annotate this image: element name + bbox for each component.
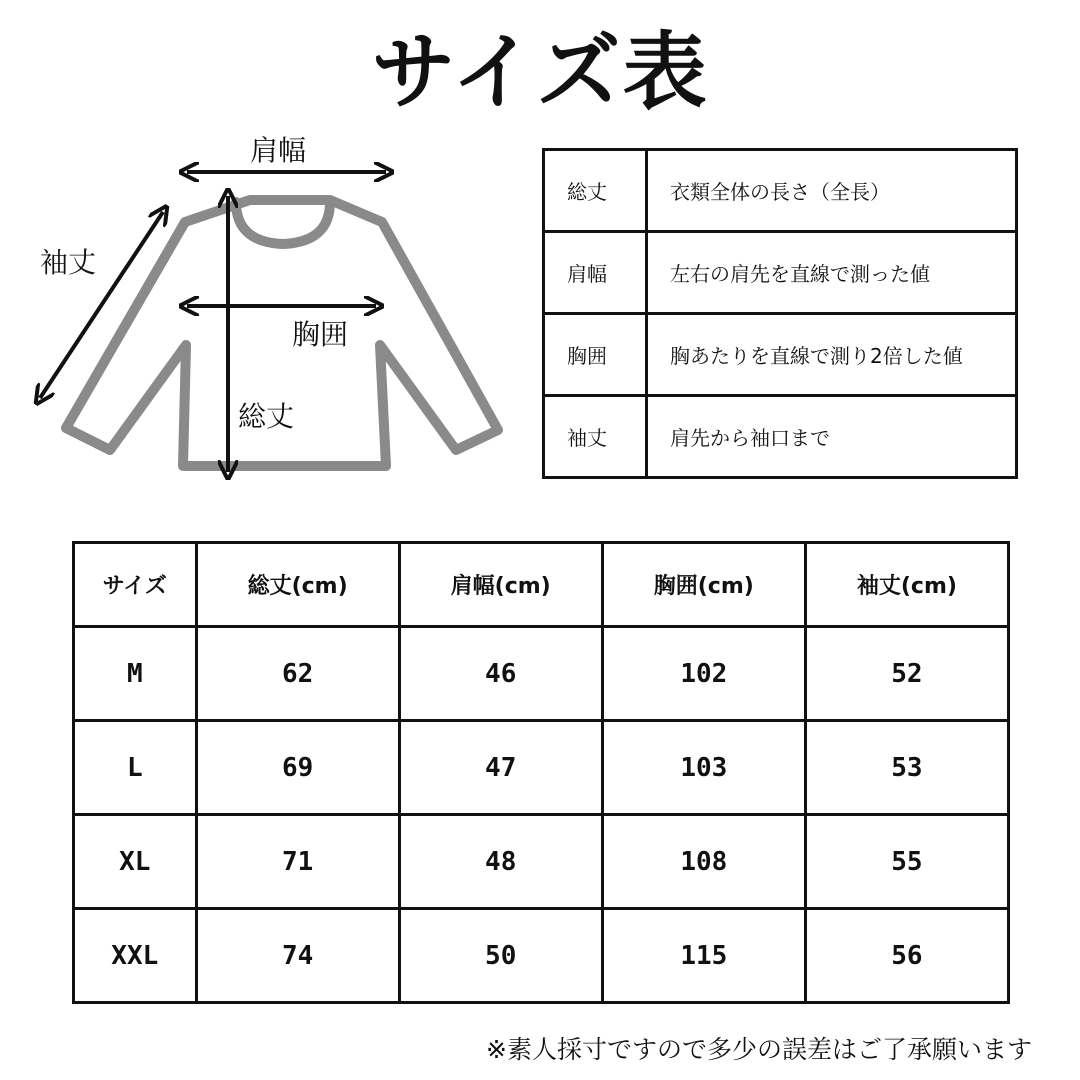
cell-length: 69 [196,721,399,815]
definitions-table [542,148,1018,479]
cell-shoulder: 50 [399,909,602,1003]
table-header-row [74,543,1009,627]
definition-desc: 胸あたりを直線で測り2倍した値 [647,314,1017,396]
length-label: 総丈 [238,400,295,433]
definition-term: 肩幅 [544,232,647,314]
cell-chest: 108 [602,815,805,909]
table-row [74,627,1009,721]
garment-diagram [0,120,540,500]
cell-length: 62 [196,627,399,721]
shoulder-label: 肩幅 [250,134,307,167]
table-row [74,909,1009,1003]
header-sleeve: 袖丈(cm) [805,543,1008,627]
cell-sleeve: 53 [805,721,1008,815]
cell-sleeve: 56 [805,909,1008,1003]
chest-label: 胸囲 [292,318,349,351]
definition-term: 胸囲 [544,314,647,396]
table-row [74,721,1009,815]
header-shoulder: 肩幅(cm) [399,543,602,627]
page-title: サイズ表 [371,23,709,121]
cell-shoulder: 47 [399,721,602,815]
header-length: 総丈(cm) [196,543,399,627]
header-chest: 胸囲(cm) [602,543,805,627]
definition-desc: 衣類全体の長さ（全長） [647,150,1017,232]
cell-length: 71 [196,815,399,909]
measurement-note: ※素人採寸ですので多少の誤差はご了承願います [486,1035,1032,1064]
cell-size: M [74,627,197,721]
cell-size: XL [74,815,197,909]
definition-row [544,314,1017,396]
cell-size: XXL [74,909,197,1003]
sweater-illustration [0,120,540,500]
cell-length: 74 [196,909,399,1003]
header-size: サイズ [74,543,197,627]
size-chart-table [72,541,1010,1004]
definition-desc: 左右の肩先を直線で測った値 [647,232,1017,314]
definition-term: 総丈 [544,150,647,232]
definition-row [544,232,1017,314]
cell-sleeve: 55 [805,815,1008,909]
cell-chest: 102 [602,627,805,721]
cell-chest: 115 [602,909,805,1003]
table-row [74,815,1009,909]
cell-sleeve: 52 [805,627,1008,721]
cell-shoulder: 48 [399,815,602,909]
cell-chest: 103 [602,721,805,815]
definition-desc: 肩先から袖口まで [647,396,1017,478]
definition-row [544,396,1017,478]
definition-term: 袖丈 [544,396,647,478]
sleeve-label: 袖丈 [40,246,97,279]
cell-size: L [74,721,197,815]
cell-shoulder: 46 [399,627,602,721]
definition-row [544,150,1017,232]
